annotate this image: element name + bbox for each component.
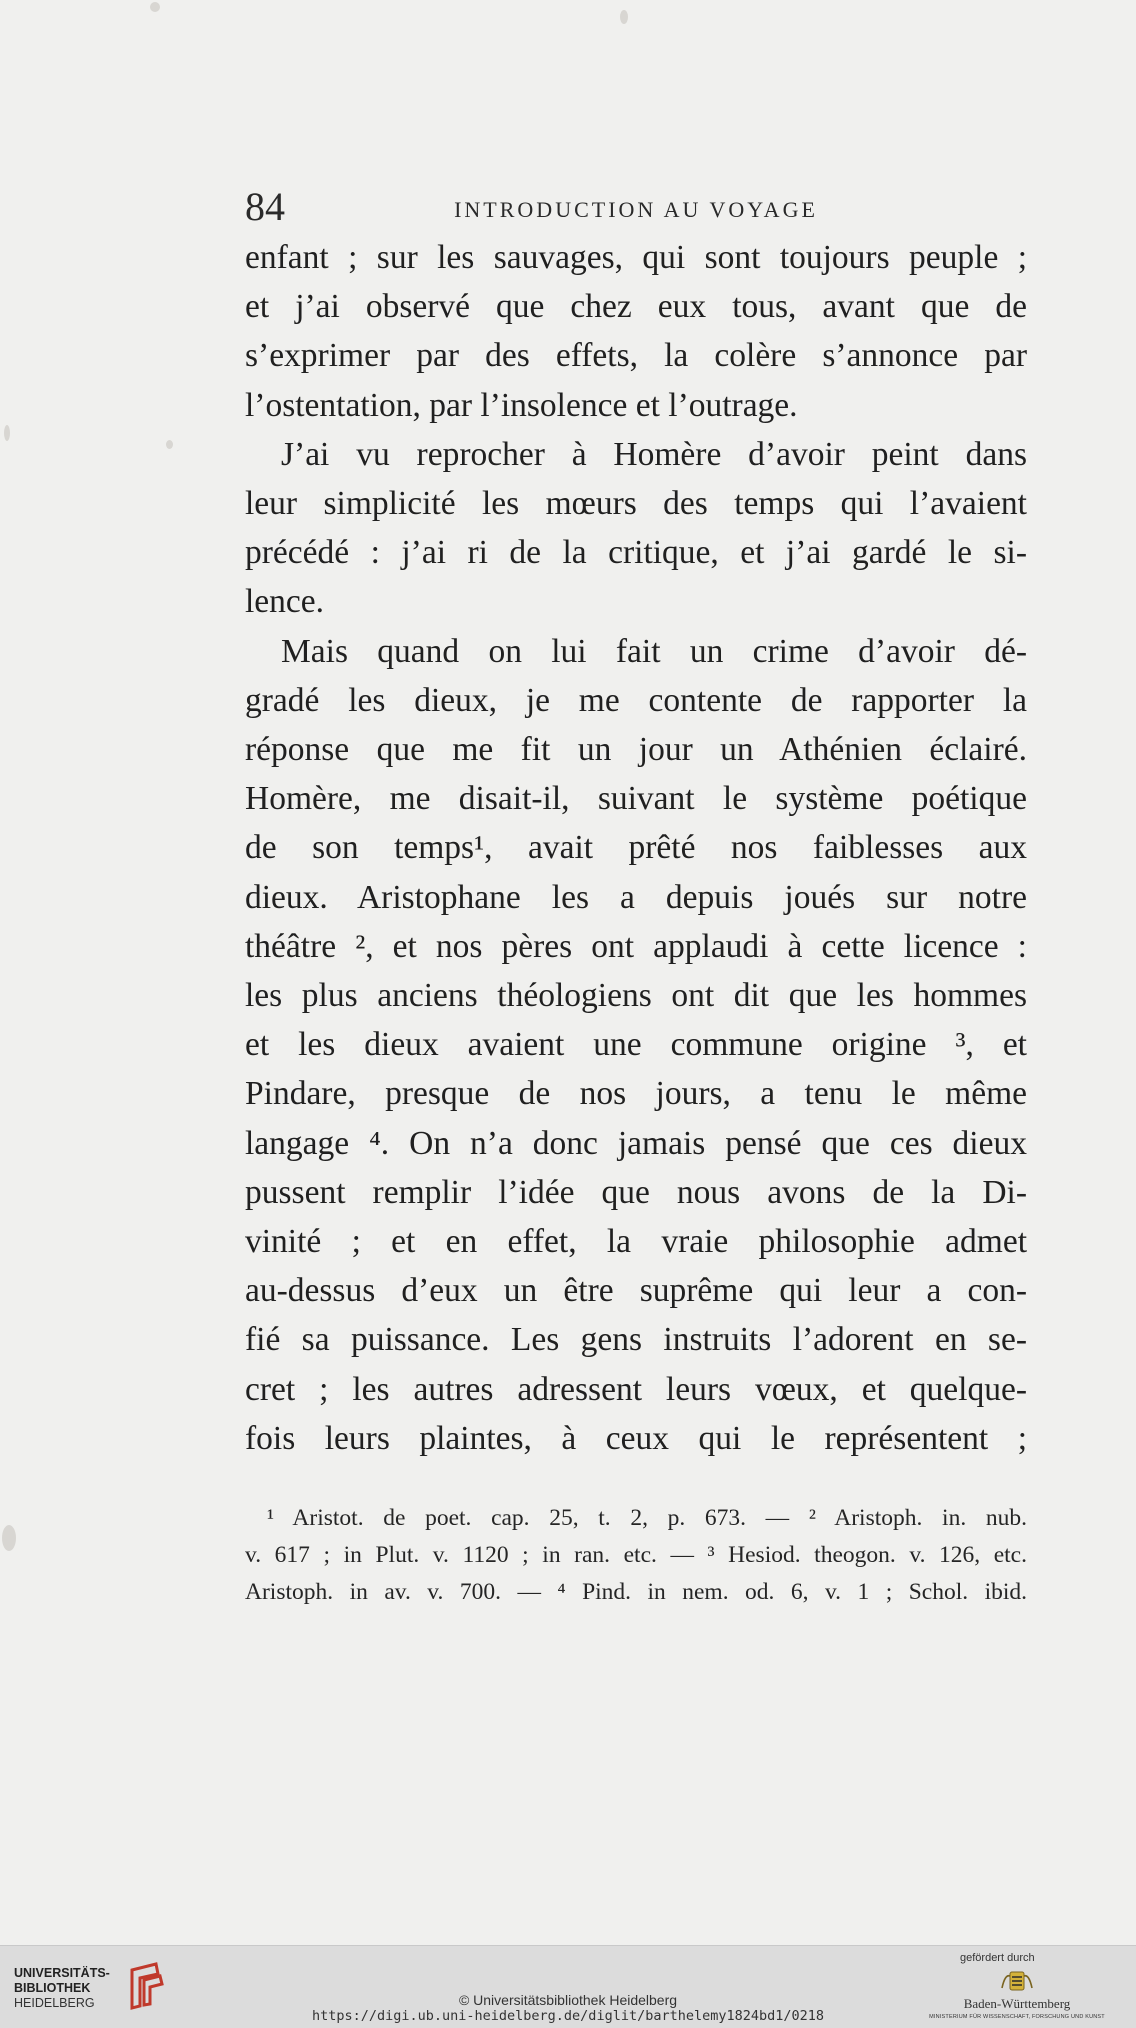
text-line: J’ai vu reprocher à Homère d’avoir peint dans bbox=[281, 435, 1027, 473]
copyright-notice: © Universitätsbibliothek Heidelberg bbox=[458, 1992, 678, 2008]
state-crest-icon bbox=[1000, 1968, 1034, 1994]
text-line: fié sa puissance. Les gens instruits l’adorent en se- bbox=[245, 1321, 1027, 1359]
library-city: HEIDELBERG bbox=[14, 1996, 95, 2010]
funder-ministry: MINISTERIUM FÜR WISSENSCHAFT, FORSCHUNG UND KUNST bbox=[929, 2014, 1105, 2020]
funding-badge bbox=[922, 1950, 1112, 2026]
text-line: enfant ; sur les sauvages, qui sont toujours peuple ; bbox=[245, 239, 1027, 276]
permalink-url[interactable]: https://digi.ub.uni-heidelberg.de/diglit/barthelemy1824bd1/0218 bbox=[311, 2008, 825, 2024]
text-line: les plus anciens théologiens ont dit que les hommes bbox=[245, 977, 1027, 1015]
text-line: dieux. Aristophane les a depuis joués sur notre bbox=[245, 878, 1027, 916]
paper-smudge bbox=[150, 2, 160, 12]
footnote-line: Aristoph. in av. v. 700. — ⁴ Pind. in nem. od. 6, v. 1 ; Schol. ibid. bbox=[245, 1579, 1027, 1605]
footnote-line: ¹ Aristot. de poet. cap. 25, t. 2, p. 673. — ² Aristoph. in. nub. bbox=[267, 1505, 1027, 1531]
text-line: de son temps¹, avait prêté nos faiblesses aux bbox=[245, 829, 1027, 867]
text-line: Pindare, presque de nos jours, a tenu le même bbox=[245, 1075, 1027, 1113]
text-line: leur simplicité les mœurs des temps qui l’avaient bbox=[245, 485, 1027, 523]
running-title: INTRODUCTION AU VOYAGE bbox=[454, 197, 818, 222]
viewer-footer bbox=[0, 1945, 1136, 2028]
library-name-line: UNIVERSITÄTS- bbox=[14, 1966, 110, 1980]
text-line: vinité ; et en effet, la vraie philosophie admet bbox=[245, 1223, 1027, 1261]
text-line: et j’ai observé que chez eux tous, avant que de bbox=[245, 288, 1027, 326]
library-name-line: BIBLIOTHEK bbox=[14, 1981, 91, 1995]
body-text bbox=[245, 233, 1027, 1463]
text-line: théâtre ², et nos pères ont applaudi à cette licence : bbox=[245, 927, 1027, 965]
text-line: langage ⁴. On n’a donc jamais pensé que ces dieux bbox=[245, 1124, 1027, 1162]
text-line: précédé : j’ai ri de la critique, et j’ai gardé le si- bbox=[245, 534, 1027, 572]
text-line: fois leurs plaintes, à ceux qui le représentent ; bbox=[245, 1419, 1027, 1457]
paper-smudge bbox=[2, 1525, 16, 1551]
text-line: réponse que me fit un jour un Athénien éclairé. bbox=[245, 731, 1027, 769]
text-line: et les dieux avaient une commune origine ³, et bbox=[245, 1026, 1027, 1064]
text-line: Homère, me disait-il, suivant le système poétique bbox=[245, 780, 1027, 818]
text-line: gradé les dieux, je me contente de rapporter la bbox=[245, 681, 1027, 719]
footnote-line: v. 617 ; in Plut. v. 1120 ; in ran. etc. — ³ Hesiod. theogon. v. 126, etc. bbox=[245, 1542, 1027, 1568]
paper-smudge bbox=[166, 440, 173, 449]
page-header bbox=[245, 182, 1027, 232]
text-line: l’ostentation, par l’insolence et l’outrage. bbox=[245, 386, 798, 424]
text-line: Mais quand on lui fait un crime d’avoir dé- bbox=[281, 632, 1027, 670]
paper-smudge bbox=[620, 10, 628, 24]
footnotes bbox=[245, 1500, 1027, 1611]
text-line: cret ; les autres adressent leurs vœux, et quelque- bbox=[245, 1370, 1027, 1408]
text-line: pussent remplir l’idée que nous avons de la Di- bbox=[245, 1173, 1027, 1211]
text-line: au-dessus d’eux un être suprême qui leur a con- bbox=[245, 1272, 1027, 1310]
page-number: 84 bbox=[245, 184, 285, 229]
text-line: lence. bbox=[245, 583, 325, 621]
funder-state: Baden-Württemberg bbox=[963, 1996, 1071, 2011]
funded-by-label: gefördert durch bbox=[960, 1952, 1035, 1964]
text-line: s’exprimer par des effets, la colère s’annonce par bbox=[245, 337, 1027, 375]
paper-smudge bbox=[4, 425, 10, 441]
